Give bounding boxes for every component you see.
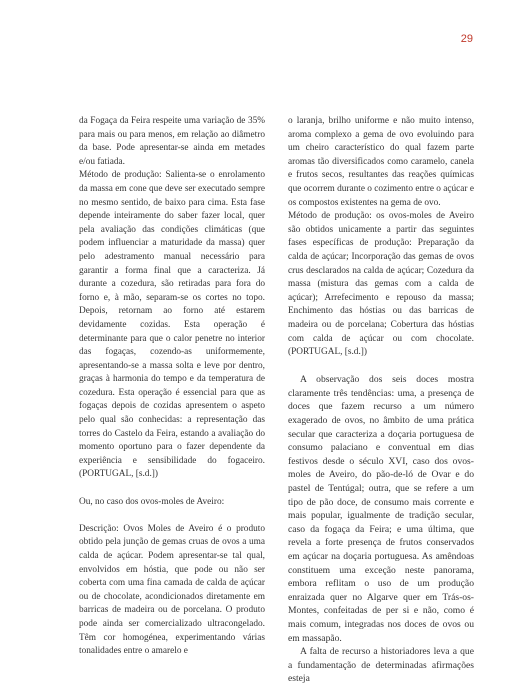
left-column — [79, 115, 265, 659]
paragraph-observation: A observação dos seis doces mostra claramente três tendências: uma, a presença de doces que fazem recurso a um número exagerado de ovos, no âmbito de uma prática secular que caracteriza a doçaria portuguesa de consumo palaciano e conventual em dias festivos desde o século XVI, caso dos ovos-moles de Aveiro, do pão-de-ló de Ovar e do pastel de Tentúgal; outra, que se refere a um tipo de pão doce, de consumo mais corrente e mais popular, igualmente de tradição secular, caso da fogaça da Feira; e uma última, que revela a forte presença de frutos conservados em açúcar na doçaria portuguesa. As amêndoas constituem uma exceção neste panorama, embora reflitam o uso de um produção enraizada quer no Algarve quer em Trás-os-Montes, confeitadas de per si e não, como é mais comum, integradas nos doces de ovos ou em massapão. — [288, 374, 474, 644]
paragraph-fogaca-production: Método de produção: Salienta-se o enrolamento da massa em cone que deve ser executado sempre no mesmo sentido, de baixo para cima. Esta fase depende inteiramente do saber fazer local, quer pela avaliação das condições climáticas (que podem influenciar a maturidade da massa) quer pelo adestramento manual necessário para garantir a forma final que a caracteriza. Já durante a cozedura, são retiradas para fora do forno e, à mão, separam-se os cortes no topo. Depois, retornam ao forno até estarem devidamente cozidas. Esta operação é determinante para que o calor penetre no interior das fogaças, cozendo-as uniformemente, apresentando-se a massa solta e leve por dentro, graças à harmonia do tempo e da temperatura de cozedura. Esta operação é essencial para que as fogaças depois de cozidas apresentem o aspeto pelo qual são conhecidas: a representação das torres do Castelo da Feira, estando a avaliação do momento oportuno para o fazer dependente da experiência e sensibilidade do fogaceiro. (PORTUGAL, [s.d.]) — [79, 170, 265, 480]
right-column — [288, 115, 474, 686]
page-number: 29 — [460, 33, 473, 45]
paragraph-ovos-moles-intro: Ou, no caso dos ovos-moles de Aveiro: — [79, 496, 225, 507]
paragraph-ovos-moles-continued: o laranja, brilho uniforme e não muito intenso, aroma complexo a gema de ovo evoluindo para um cheiro característico do qual fazem parte aromas tão diversificados como caramelo, canela e frutos secos, resultantes das reações químicas que ocorrem durante o cozimento entre o açúcar e os compostos existentes na gema de ovo. — [288, 116, 474, 208]
paragraph-ovos-moles-production: Método de produção: os ovos-moles de Aveiro são obtidos unicamente a partir das seguintes fases específicas de produção: Preparação da calda de açúcar; Incorporação das gemas de ovos crus desclarados na calda de açúcar; Cozedura da massa (mistura das gemas com a calda de açúcar); Arrefecimento e repouso da massa; Enchimento das hóstias ou das barricas de madeira ou de porcelana; Cobertura das hóstias com calda de açúcar ou com chocolate. (PORTUGAL, [s.d.]) — [288, 211, 474, 358]
paragraph-fogaca-description: da Fogaça da Feira respeite uma variação de 35% para mais ou para menos, em relação ao diâmetro da base. Pode apresentar-se ainda em metades e/ou fatiada. — [79, 116, 265, 167]
paragraph-historians: A falta de recurso a historiadores leva a que a fundamentação de determinadas afirmações esteja — [288, 646, 474, 685]
paragraph-ovos-moles-description: Descrição: Ovos Moles de Aveiro é o produto obtido pela junção de gemas cruas de ovos a uma calda de açúcar. Podem apresentar-se tal qual, envolvidos em hóstia, que pode ou não ser coberta com uma fina camada de calda de açúcar ou de chocolate, acondicionados diretamente em barricas de madeira ou de porcelana. O produto pode ainda ser comercializado ultracongelado. Têm cor homogénea, experimentando várias tonalidades entre o amarelo e — [79, 523, 265, 657]
